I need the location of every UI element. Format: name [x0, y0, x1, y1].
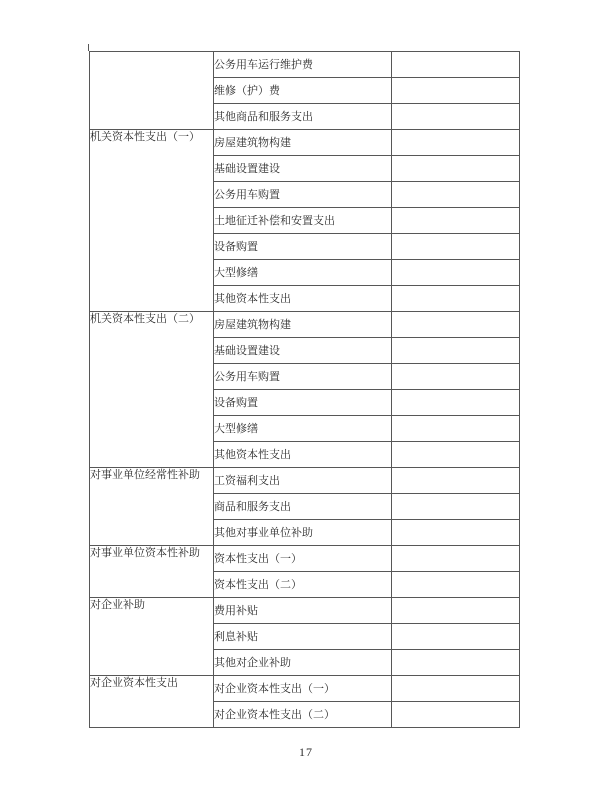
- value-cell: [392, 286, 520, 312]
- value-cell: [392, 546, 520, 572]
- item-cell: 大型修缮: [214, 260, 392, 286]
- item-cell: 房屋建筑物构建: [214, 312, 392, 338]
- value-cell: [392, 234, 520, 260]
- category-cell: 对企业资本性支出: [90, 676, 214, 728]
- item-cell: 资本性支出（二）: [214, 572, 392, 598]
- value-cell: [392, 52, 520, 78]
- item-cell: 设备购置: [214, 234, 392, 260]
- page-number: 17: [299, 745, 313, 759]
- table-row: [90, 312, 520, 338]
- item-cell: 其他商品和服务支出: [214, 104, 392, 130]
- value-cell: [392, 702, 520, 728]
- table-row: [90, 130, 520, 156]
- item-cell: 其他资本性支出: [214, 442, 392, 468]
- value-cell: [392, 182, 520, 208]
- item-cell: 基础设置建设: [214, 338, 392, 364]
- category-cell: [90, 52, 214, 130]
- value-cell: [392, 156, 520, 182]
- item-cell: 房屋建筑物构建: [214, 130, 392, 156]
- item-cell: 公务用车购置: [214, 364, 392, 390]
- table-row: [90, 546, 520, 572]
- value-cell: [392, 624, 520, 650]
- category-cell: 对事业单位经常性补助: [90, 468, 214, 546]
- item-cell: 费用补贴: [214, 598, 392, 624]
- item-cell: 利息补贴: [214, 624, 392, 650]
- item-cell: 对企业资本性支出（二）: [214, 702, 392, 728]
- value-cell: [392, 130, 520, 156]
- value-cell: [392, 390, 520, 416]
- value-cell: [392, 364, 520, 390]
- value-cell: [392, 468, 520, 494]
- item-cell: 商品和服务支出: [214, 494, 392, 520]
- item-cell: 其他资本性支出: [214, 286, 392, 312]
- item-cell: 其他对事业单位补助: [214, 520, 392, 546]
- item-cell: 公务用车购置: [214, 182, 392, 208]
- item-cell: 其他对企业补助: [214, 650, 392, 676]
- value-cell: [392, 572, 520, 598]
- item-cell: 对企业资本性支出（一）: [214, 676, 392, 702]
- item-cell: 公务用车运行维护费: [214, 52, 392, 78]
- table-row: [90, 598, 520, 624]
- item-cell: 基础设置建设: [214, 156, 392, 182]
- category-cell: 对企业补助: [90, 598, 214, 676]
- value-cell: [392, 78, 520, 104]
- value-cell: [392, 312, 520, 338]
- table-continuation-border: [88, 44, 89, 51]
- value-cell: [392, 598, 520, 624]
- value-cell: [392, 676, 520, 702]
- table-row: [90, 52, 520, 78]
- item-cell: 土地征迁补偿和安置支出: [214, 208, 392, 234]
- value-cell: [392, 520, 520, 546]
- item-cell: 资本性支出（一）: [214, 546, 392, 572]
- item-cell: 工资福利支出: [214, 468, 392, 494]
- category-cell: 机关资本性支出（一）: [90, 130, 214, 312]
- value-cell: [392, 260, 520, 286]
- item-cell: 大型修缮: [214, 416, 392, 442]
- category-cell: 对事业单位资本性补助: [90, 546, 214, 598]
- item-cell: 设备购置: [214, 390, 392, 416]
- value-cell: [392, 650, 520, 676]
- value-cell: [392, 104, 520, 130]
- budget-expenditure-table: [89, 51, 520, 728]
- category-cell: 机关资本性支出（二）: [90, 312, 214, 468]
- value-cell: [392, 338, 520, 364]
- value-cell: [392, 494, 520, 520]
- table-row: [90, 468, 520, 494]
- value-cell: [392, 416, 520, 442]
- value-cell: [392, 208, 520, 234]
- value-cell: [392, 442, 520, 468]
- table-row: [90, 676, 520, 702]
- item-cell: 维修（护）费: [214, 78, 392, 104]
